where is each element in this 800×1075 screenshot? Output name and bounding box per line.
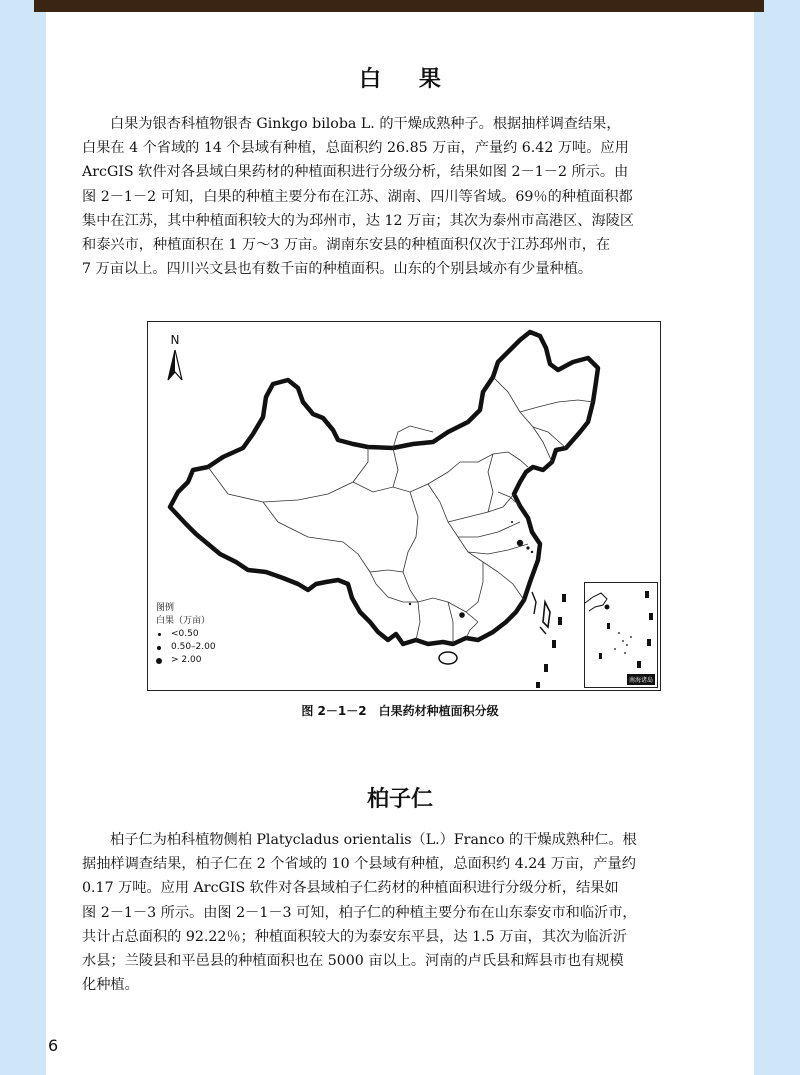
- paragraph-line: 据抽样调查结果，柏子仁在 2 个省域的 10 个县域有种植，总面积约 4.24 万亩，产量约: [82, 856, 636, 873]
- section-paragraph-baiziren: [82, 828, 732, 997]
- legend-subtitle: 白果（万亩）: [156, 616, 211, 626]
- paragraph-line: 柏子仁为柏科植物侧柏 Platycladus orientalis（L.）Franco 的干燥成熟种仁。根: [110, 832, 637, 848]
- legend-dot-large-icon: [156, 658, 162, 664]
- paragraph-line: 0.17 万吨。应用 ArcGIS 软件对各县域柏子仁药材的种植面积进行分级分析，结果如: [82, 880, 619, 897]
- dot-small: [511, 521, 513, 523]
- dot-small: [531, 551, 533, 553]
- legend-label: > 2.00: [171, 655, 202, 665]
- section-title-baiguo: 白 果: [359, 67, 441, 92]
- inset-label: 南海诸岛: [627, 674, 655, 685]
- section-title-baiziren: 柏子仁: [366, 787, 433, 812]
- sea-boundary-marks: [536, 594, 566, 688]
- inset-map-graphic: [585, 583, 657, 687]
- paragraph-line: 化种植。: [82, 977, 139, 994]
- top-margin: [0, 0, 800, 12]
- taiwan-island: [543, 602, 550, 627]
- legend-item-large: [156, 654, 216, 667]
- paragraph-line: 共计占总面积的 92.22％；种植面积较大的为泰安东平县，达 1.5 万亩，其次为临沂沂: [82, 928, 627, 945]
- dot-medium: [526, 546, 529, 549]
- legend-dot-small-icon: [158, 633, 161, 636]
- paragraph-line: 白果为银杏科植物银杏 Ginkgo biloba L. 的干燥成熟种子。根据抽样调查结果，: [110, 116, 621, 132]
- legend-item-medium: [156, 641, 216, 654]
- map-legend: [156, 602, 216, 667]
- paragraph-line: 图 2－1－2 可知，白果的种植主要分布在江苏、湖南、四川等省域。69％的种植面积都: [82, 188, 633, 205]
- legend-label: <0.50: [171, 629, 199, 639]
- paragraph-line: 图 2－1－3 所示。由图 2－1－3 可知，柏子仁的种植主要分布在山东泰安市和临沂市，: [82, 904, 637, 921]
- book-page: [46, 12, 754, 1075]
- dot-large: [517, 540, 523, 546]
- north-label: N: [170, 333, 180, 347]
- page-number: 6: [48, 1036, 59, 1055]
- paragraph-line: ArcGIS 软件对各县域白果药材的种植面积进行分级分析，结果如图 2－1－2 所示。由: [82, 164, 629, 181]
- figure-caption: 图 2－1－2 白果药材种植面积分级: [301, 704, 499, 718]
- distribution-dots: [409, 521, 533, 618]
- paragraph-line: 白果在 4 个省域的 14 个县域有种植，总面积约 26.85 万亩，产量约 6.42 万吨。应用: [82, 140, 629, 157]
- north-arrow-icon: [160, 330, 190, 390]
- paragraph-line: 集中在江苏，其中种植面积较大的为邳州市，达 12 万亩；其次为泰州市高港区、海陵区: [82, 212, 635, 229]
- hainan-island: [439, 652, 457, 664]
- south-china-sea-inset: [584, 582, 658, 688]
- legend-label: 0.50–2.00: [171, 642, 216, 652]
- paragraph-line: 和泰兴市，种植面积在 1 万～3 万亩。湖南东安县的种植面积仅次于江苏邳州市，在: [82, 237, 611, 254]
- section-paragraph-baiguo: [82, 112, 732, 281]
- dot-small: [409, 603, 411, 605]
- distribution-map: [147, 321, 661, 691]
- dot-large: [459, 612, 465, 618]
- paragraph-line: 水县；兰陵县和平邑县的种植面积也在 5000 亩以上。河南的卢氏县和辉县市也有规模: [82, 953, 624, 970]
- legend-dot-medium-icon: [157, 646, 161, 650]
- legend-title: 图例: [156, 603, 175, 613]
- top-decoration-bar: [34, 0, 764, 12]
- legend-item-small: [156, 628, 216, 641]
- paragraph-line: 7 万亩以上。四川兴文县也有数千亩的种植面积。山东的个别县域亦有少量种植。: [82, 261, 593, 278]
